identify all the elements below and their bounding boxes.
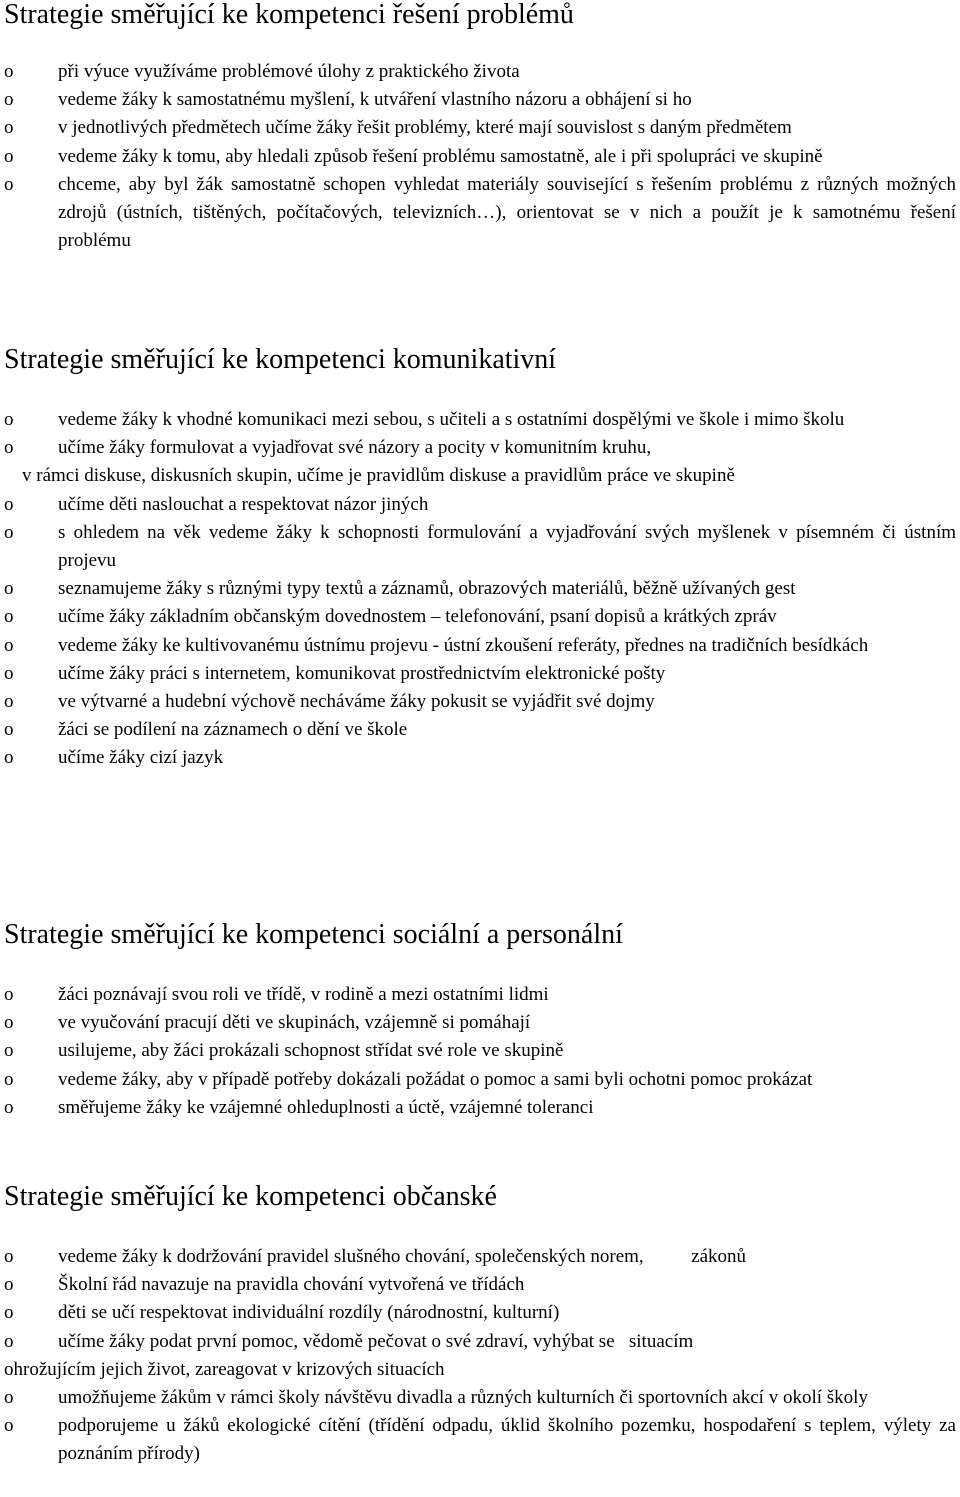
list-item-text: vedeme žáky k vhodné komunikaci mezi sebou, s učiteli a s ostatními dospělými ve škole i mimo školu xyxy=(58,409,845,430)
bullet-marker: o xyxy=(4,606,14,628)
list-item xyxy=(4,171,956,256)
list-item-text: umožňujeme žákům v rámci školy návštěvu divadla a různých kulturních či sportovních akcí v okolí školy xyxy=(58,1387,868,1409)
bullet-list xyxy=(4,58,956,255)
bullet-marker: o xyxy=(4,747,14,769)
list-item xyxy=(4,1243,956,1271)
section-social-personal xyxy=(4,918,956,1122)
bullet-marker: o xyxy=(4,1012,14,1034)
list-item xyxy=(4,1037,956,1065)
bullet-list xyxy=(4,981,956,1122)
list-item-text: usilujeme, aby žáci prokázali schopnost střídat své role ve skupině xyxy=(58,1040,564,1062)
list-item xyxy=(4,58,956,86)
bullet-list xyxy=(4,1384,956,1469)
list-item-text: učíme žáky základním občanským dovednostem – telefonování, psaní dopisů a krátkých zpráv xyxy=(58,606,777,628)
list-item-text: vedeme žáky ke kultivovanému ústnímu projevu - ústní zkoušení referáty, přednes na tradičních besídkách xyxy=(58,634,869,656)
list-item xyxy=(4,1009,956,1037)
bullet-marker: o xyxy=(4,409,14,430)
list-item-text: ve vyučování pracují děti ve skupinách, vzájemně si pomáhají xyxy=(58,1012,531,1034)
list-item xyxy=(4,86,956,114)
section-heading: Strategie směřující ke kompetenci sociální a personální xyxy=(4,919,623,950)
bullet-marker: o xyxy=(4,1246,14,1267)
bullet-list xyxy=(4,491,956,773)
section-heading: Strategie směřující ke kompetenci komunikativní xyxy=(4,344,557,375)
list-item-text: ve výtvarné a hudební výchově necháváme žáky pokusit se vyjádřit své dojmy xyxy=(58,691,655,713)
list-item-text: děti se učí respektovat individuální rozdíly (národnostní, kulturní) xyxy=(58,1302,560,1324)
list-item-text: učíme děti naslouchat a respektovat názor jiných xyxy=(58,493,429,515)
bullet-marker: o xyxy=(4,1096,14,1118)
list-item-text: chceme, aby byl žák samostatně schopen vyhledat materiály související s řešením problému z různých možných zdrojů (ústních, tištěných, počítačových, televizních…), orientovat se v nich a použít je k samotnému řešení problému xyxy=(58,173,956,252)
bullet-marker: o xyxy=(4,1274,14,1296)
bullet-list xyxy=(4,1243,956,1356)
list-item-text: učíme žáky podat první pomoc, vědomě pečovat o své zdraví, vyhýbat se situacím xyxy=(58,1330,694,1352)
continuation-text: ohrožujícím jejich život, zareagovat v krizových situacích xyxy=(4,1358,445,1380)
bullet-marker: o xyxy=(4,61,14,82)
list-item xyxy=(4,519,956,575)
bullet-marker: o xyxy=(4,634,14,656)
list-item xyxy=(4,1328,956,1356)
list-item-text: v jednotlivých předmětech učíme žáky řešit problémy, které mají souvislost s daným předmětem xyxy=(58,117,792,139)
list-item-text: vedeme žáky k dodržování pravidel slušného chování, společenských norem, zákonů xyxy=(58,1246,747,1267)
section-civic xyxy=(4,1180,956,1469)
bullet-marker: o xyxy=(4,1387,14,1409)
list-item xyxy=(4,406,956,434)
list-item xyxy=(4,716,956,744)
list-item xyxy=(4,491,956,519)
list-item xyxy=(4,1412,956,1468)
section-heading: Strategie směřující ke kompetenci občanské xyxy=(4,1181,497,1212)
list-item xyxy=(4,434,956,462)
list-item-text: žáci se podílení na záznamech o dění ve škole xyxy=(58,719,408,741)
list-item-text: při výuce využíváme problémové úlohy z praktického života xyxy=(58,61,520,82)
bullet-marker: o xyxy=(4,719,14,741)
bullet-marker: o xyxy=(4,145,14,167)
list-item-text: vedeme žáky k tomu, aby hledali způsob řešení problému samostatně, ale i při spolupráci ve skupině xyxy=(58,145,823,167)
bullet-marker: o xyxy=(4,1330,14,1352)
bullet-marker: o xyxy=(4,173,14,195)
bullet-marker: o xyxy=(4,1302,14,1324)
bullet-marker: o xyxy=(4,1415,14,1437)
list-item xyxy=(4,575,956,603)
list-item xyxy=(4,744,956,772)
list-item xyxy=(4,1271,956,1299)
continuation-text: v rámci diskuse, diskusních skupin, učíme je pravidlům diskuse a pravidlům práce ve skupině xyxy=(22,465,735,487)
list-item xyxy=(4,981,956,1009)
list-item-text: seznamujeme žáky s různými typy textů a záznamů, obrazových materiálů, běžně užívaných gest xyxy=(58,578,796,600)
list-item-text: žáci poznávají svou roli ve třídě, v rodině a mezi ostatními lidmi xyxy=(58,984,549,1005)
list-item xyxy=(4,1094,956,1122)
bullet-marker: o xyxy=(4,89,14,111)
section-communicative xyxy=(4,343,956,773)
list-item xyxy=(4,143,956,171)
list-item xyxy=(4,632,956,660)
section-problem-solving xyxy=(4,0,956,255)
list-item-text: učíme žáky práci s internetem, komunikovat prostřednictvím elektronické pošty xyxy=(58,662,666,684)
list-item-text: vedeme žáky k samostatnému myšlení, k utváření vlastního názoru a obhájení si ho xyxy=(58,89,692,111)
bullet-list xyxy=(4,406,956,462)
bullet-marker: o xyxy=(4,1068,14,1090)
list-item-text: podporujeme u žáků ekologické cítění (třídění odpadu, úklid školního pozemku, hospodaření s teplem, výlety za poznáním přírody) xyxy=(58,1415,956,1465)
bullet-marker: o xyxy=(4,662,14,684)
list-item-text: Školní řád navazuje na pravidla chování vytvořená ve třídách xyxy=(58,1274,525,1296)
bullet-marker: o xyxy=(4,117,14,139)
bullet-marker: o xyxy=(4,691,14,713)
bullet-marker: o xyxy=(4,437,14,459)
list-item xyxy=(4,688,956,716)
list-item xyxy=(4,1066,956,1094)
list-item-text: učíme žáky formulovat a vyjadřovat své názory a pocity v komunitním kruhu, xyxy=(58,437,652,459)
bullet-marker: o xyxy=(4,1040,14,1062)
list-item xyxy=(4,1299,956,1327)
list-item-text: směřujeme žáky ke vzájemné ohleduplnosti a úctě, vzájemné toleranci xyxy=(58,1096,594,1118)
bullet-marker: o xyxy=(4,493,14,515)
section-heading: Strategie směřující ke kompetenci řešení problémů xyxy=(4,0,574,30)
list-item xyxy=(4,1384,956,1412)
list-item-text: vedeme žáky, aby v případě potřeby dokázali požádat o pomoc a sami byli ochotni pomoc prokázat xyxy=(58,1068,813,1090)
list-item-text: učíme žáky cizí jazyk xyxy=(58,747,224,769)
bullet-marker: o xyxy=(4,578,14,600)
list-item-text: s ohledem na věk vedeme žáky k schopnosti formulování a vyjadřování svých myšlenek v písemném či ústním projevu xyxy=(58,521,956,572)
list-item xyxy=(4,603,956,631)
bullet-marker: o xyxy=(4,984,14,1005)
bullet-marker: o xyxy=(4,521,14,543)
list-item xyxy=(4,660,956,688)
list-item xyxy=(4,114,956,142)
